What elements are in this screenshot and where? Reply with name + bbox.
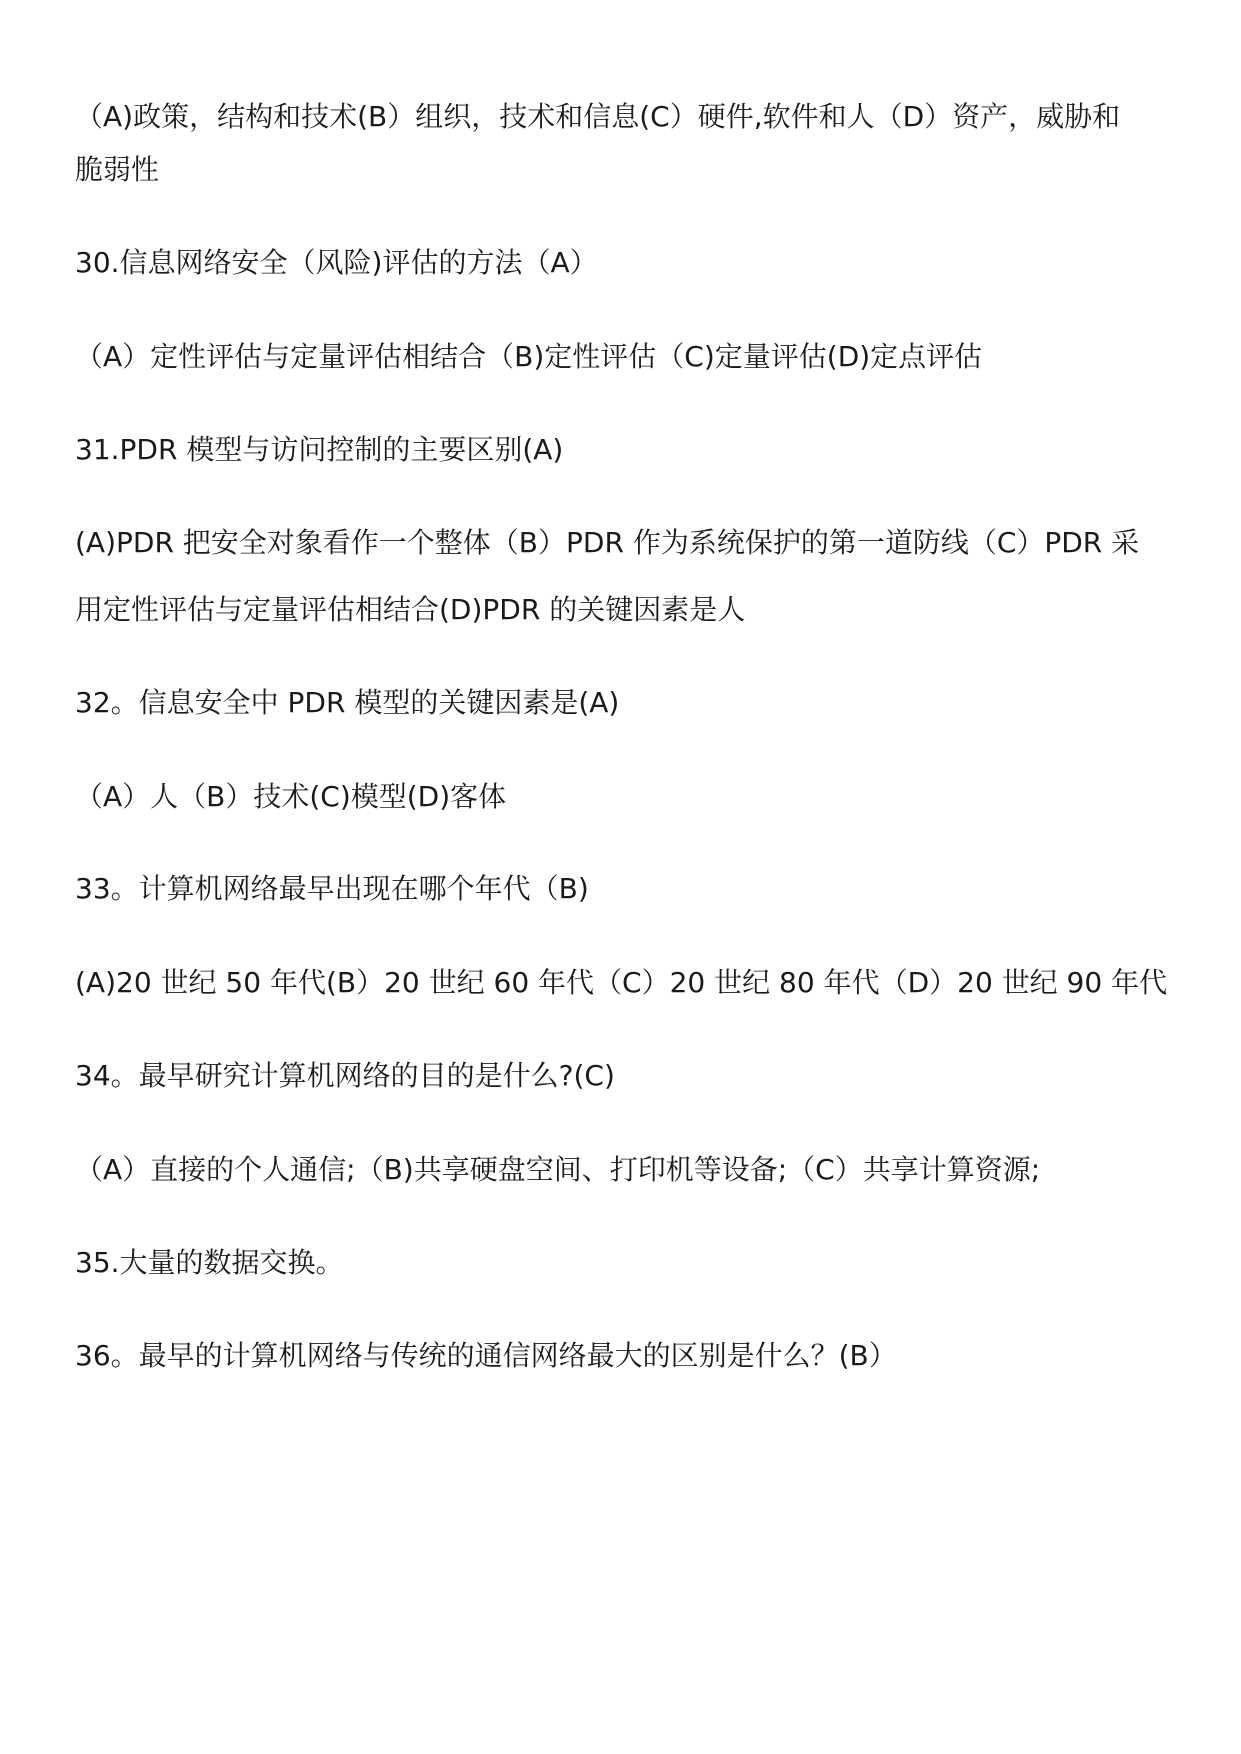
- q31-options-line-2: 用定性评估与定量评估相结合(D)PDR 的关键因素是人: [75, 593, 746, 626]
- q29-options-line-2: 脆弱性: [75, 153, 160, 186]
- q32-options: （A）人（B）技术(C)模型(D)客体: [75, 780, 507, 813]
- q34-options: （A）直接的个人通信;（B)共享硬盘空间、打印机等设备;（C）共享计算资源;: [75, 1153, 1041, 1186]
- q33-options: (A)20 世纪 50 年代(B）20 世纪 60 年代（C）20 世纪 80 年代（D）20 世纪 90 年代: [75, 966, 1168, 999]
- q32-question: 32。信息安全中 PDR 模型的关键因素是(A): [75, 686, 620, 719]
- q33-question: 33。计算机网络最早出现在哪个年代（B): [75, 872, 589, 905]
- q34-question: 34。最早研究计算机网络的目的是什么?(C): [75, 1059, 615, 1092]
- q30-question: 30.信息网络安全（风险)评估的方法（A）: [75, 246, 598, 279]
- q31-question: 31.PDR 模型与访问控制的主要区别(A): [75, 433, 564, 466]
- q29-options-line-1: （A)政策，结构和技术(B）组织，技术和信息(C）硬件,软件和人（D）资产，威胁和: [75, 100, 1121, 133]
- q30-options: （A）定性评估与定量评估相结合（B)定性评估（C)定量评估(D)定点评估: [75, 340, 983, 373]
- q31-options-line-1: (A)PDR 把安全对象看作一个整体（B）PDR 作为系统保护的第一道防线（C）PDR 采: [75, 526, 1140, 559]
- q35-line: 35.大量的数据交换。: [75, 1246, 344, 1279]
- q36-question: 36。最早的计算机网络与传统的通信网络最大的区别是什么？(B）: [75, 1339, 897, 1372]
